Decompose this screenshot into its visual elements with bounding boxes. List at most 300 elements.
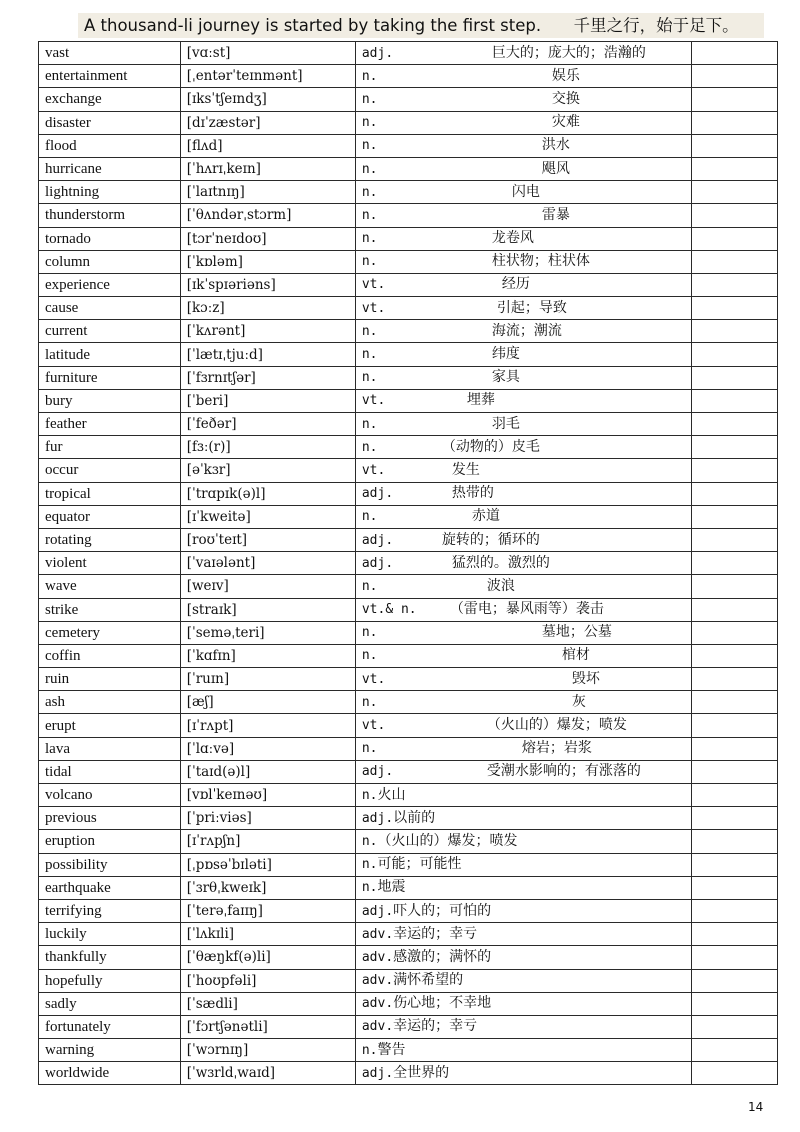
word-cell: rotating: [39, 528, 181, 551]
phonetic-cell: [ˈθʌndərˌstɔrm]: [180, 204, 355, 227]
table-row: [39, 575, 778, 598]
part-of-speech: adj.: [361, 903, 394, 919]
table-row: [39, 42, 778, 65]
part-of-speech: adj.: [361, 555, 394, 571]
meaning-text: 灾难: [551, 114, 580, 131]
part-of-speech: adv.: [361, 1019, 394, 1035]
word-cell: erupt: [39, 714, 181, 737]
part-of-speech: vt.: [361, 300, 386, 316]
blank-cell: [691, 899, 777, 922]
definition-cell: [355, 250, 691, 273]
part-of-speech: adj.: [361, 45, 394, 61]
word-cell: warning: [39, 1039, 181, 1062]
table-row: [39, 436, 778, 459]
part-of-speech: vt.: [361, 718, 386, 734]
word-cell: volcano: [39, 784, 181, 807]
meaning-text: 感激的；满怀的: [393, 948, 492, 965]
word-cell: cause: [39, 297, 181, 320]
word-cell: cemetery: [39, 621, 181, 644]
meaning-text: 雷暴: [541, 206, 570, 223]
meaning-text: （火山的）爆发；喷发: [486, 717, 627, 734]
phonetic-cell: [flʌd]: [180, 134, 355, 157]
phonetic-cell: [ˈkʌrənt]: [180, 320, 355, 343]
word-cell: bury: [39, 389, 181, 412]
definition-cell: [355, 784, 691, 807]
table-row: [39, 644, 778, 667]
blank-cell: [691, 320, 777, 343]
definition-cell: [355, 552, 691, 575]
part-of-speech: n.: [361, 347, 378, 363]
part-of-speech: adv.: [361, 973, 394, 989]
part-of-speech: n.: [361, 1042, 378, 1058]
meaning-text: 火山: [377, 786, 406, 803]
table-row: [39, 482, 778, 505]
word-cell: fur: [39, 436, 181, 459]
meaning-text: 旋转的；循环的: [441, 531, 540, 548]
part-of-speech: vt.: [361, 671, 386, 687]
table-row: [39, 784, 778, 807]
definition-cell: [355, 691, 691, 714]
word-cell: sadly: [39, 992, 181, 1015]
phonetic-cell: [ˈfɔrtʃənətli]: [180, 1015, 355, 1038]
phonetic-cell: [vɒlˈkeɪnəʊ]: [180, 784, 355, 807]
meaning-text: 羽毛: [491, 415, 520, 432]
definition-cell: [355, 436, 691, 459]
definition-cell: [355, 273, 691, 296]
phonetic-cell: [ˈlɑːvə]: [180, 737, 355, 760]
part-of-speech: n.: [361, 625, 378, 641]
meaning-text: 交换: [551, 90, 580, 107]
meaning-text: （雷电；暴风雨等）袭击: [449, 601, 604, 618]
blank-cell: [691, 42, 777, 65]
definition-cell: [355, 181, 691, 204]
blank-cell: [691, 714, 777, 737]
phonetic-cell: [kɔːz]: [180, 297, 355, 320]
blank-cell: [691, 157, 777, 180]
meaning-text: 墓地；公墓: [541, 624, 612, 641]
table-row: [39, 320, 778, 343]
page-number: 14: [748, 1100, 764, 1114]
phonetic-cell: [weɪv]: [180, 575, 355, 598]
meaning-text: （动物的）皮毛: [441, 438, 540, 455]
meaning-text: 幸运的；幸亏: [393, 925, 478, 942]
blank-cell: [691, 830, 777, 853]
word-cell: strike: [39, 598, 181, 621]
blank-cell: [691, 111, 777, 134]
blank-cell: [691, 969, 777, 992]
phonetic-cell: [ˈθæŋkf(ə)li]: [180, 946, 355, 969]
table-row: [39, 737, 778, 760]
word-cell: coffin: [39, 644, 181, 667]
part-of-speech: n.: [361, 68, 378, 84]
meaning-text: 发生: [451, 461, 480, 478]
definition-cell: [355, 923, 691, 946]
phonetic-cell: [ˈberi]: [180, 389, 355, 412]
blank-cell: [691, 528, 777, 551]
phonetic-cell: [ˈɜrθˌkweɪk]: [180, 876, 355, 899]
part-of-speech: adj.: [361, 532, 394, 548]
definition-cell: [355, 366, 691, 389]
table-row: [39, 413, 778, 436]
definition-cell: [355, 899, 691, 922]
word-cell: column: [39, 250, 181, 273]
blank-cell: [691, 737, 777, 760]
word-cell: tropical: [39, 482, 181, 505]
motto-english: A thousand-li journey is started by taking the first step.: [84, 16, 542, 35]
blank-cell: [691, 621, 777, 644]
part-of-speech: n.: [361, 857, 378, 873]
meaning-text: 警告: [377, 1041, 406, 1058]
meaning-text: 赤道: [471, 508, 500, 525]
table-row: [39, 853, 778, 876]
blank-cell: [691, 505, 777, 528]
definition-cell: [355, 320, 691, 343]
blank-cell: [691, 644, 777, 667]
table-row: [39, 227, 778, 250]
blank-cell: [691, 273, 777, 296]
meaning-text: 龙卷风: [491, 230, 534, 247]
table-row: [39, 250, 778, 273]
word-cell: hurricane: [39, 157, 181, 180]
definition-cell: [355, 42, 691, 65]
word-cell: disaster: [39, 111, 181, 134]
meaning-text: 灰: [571, 693, 586, 710]
phonetic-cell: [ˈpriːviəs]: [180, 807, 355, 830]
word-cell: thunderstorm: [39, 204, 181, 227]
word-cell: tidal: [39, 760, 181, 783]
part-of-speech: vt.: [361, 277, 386, 293]
definition-cell: [355, 714, 691, 737]
part-of-speech: n.: [361, 138, 378, 154]
phonetic-cell: [ɪksˈtʃeɪndʒ]: [180, 88, 355, 111]
meaning-text: 地震: [377, 879, 406, 896]
phonetic-cell: [ˈlaɪtnɪŋ]: [180, 181, 355, 204]
blank-cell: [691, 389, 777, 412]
meaning-text: 幸运的；幸亏: [393, 1018, 478, 1035]
part-of-speech: n.: [361, 91, 378, 107]
meaning-text: 海流；潮流: [491, 322, 562, 339]
word-cell: ruin: [39, 668, 181, 691]
part-of-speech: n.: [361, 370, 378, 386]
meaning-text: 闪电: [511, 183, 540, 200]
definition-cell: [355, 111, 691, 134]
part-of-speech: n.: [361, 115, 378, 131]
definition-cell: [355, 528, 691, 551]
phonetic-cell: [ˈlætɪˌtjuːd]: [180, 343, 355, 366]
definition-cell: [355, 482, 691, 505]
blank-cell: [691, 204, 777, 227]
meaning-text: 伤心地；不幸地: [393, 995, 492, 1012]
phonetic-cell: [ˈtaɪd(ə)l]: [180, 760, 355, 783]
phonetic-cell: [ɪˈkweitə]: [180, 505, 355, 528]
vocabulary-table: [38, 41, 778, 1085]
definition-cell: [355, 1039, 691, 1062]
meaning-text: 可能；可能性: [377, 856, 462, 873]
part-of-speech: adv.: [361, 926, 394, 942]
phonetic-cell: [ˈkɒləm]: [180, 250, 355, 273]
phonetic-cell: [vɑːst]: [180, 42, 355, 65]
phonetic-cell: [ˈkɑfɪn]: [180, 644, 355, 667]
meaning-text: 柱状物；柱状体: [491, 253, 590, 270]
word-cell: worldwide: [39, 1062, 181, 1085]
part-of-speech: adj.: [361, 1065, 394, 1081]
table-row: [39, 552, 778, 575]
blank-cell: [691, 1015, 777, 1038]
meaning-text: 娱乐: [551, 67, 580, 84]
part-of-speech: n.: [361, 880, 378, 896]
blank-cell: [691, 992, 777, 1015]
definition-cell: [355, 389, 691, 412]
blank-cell: [691, 1062, 777, 1085]
definition-cell: [355, 134, 691, 157]
definition-cell: [355, 505, 691, 528]
phonetic-cell: [ˈfɜrnɪtʃər]: [180, 366, 355, 389]
part-of-speech: adv.: [361, 949, 394, 965]
definition-cell: [355, 853, 691, 876]
word-cell: vast: [39, 42, 181, 65]
part-of-speech: n.: [361, 439, 378, 455]
word-cell: thankfully: [39, 946, 181, 969]
phonetic-cell: [ˈhʌrɪˌkeɪn]: [180, 157, 355, 180]
table-row: [39, 528, 778, 551]
blank-cell: [691, 65, 777, 88]
meaning-text: 家具: [491, 369, 520, 386]
definition-cell: [355, 668, 691, 691]
definition-cell: [355, 413, 691, 436]
table-row: [39, 65, 778, 88]
word-cell: flood: [39, 134, 181, 157]
meaning-text: 熔岩；岩浆: [521, 740, 592, 757]
word-cell: lightning: [39, 181, 181, 204]
part-of-speech: n.: [361, 254, 378, 270]
blank-cell: [691, 946, 777, 969]
definition-cell: [355, 644, 691, 667]
table-row: [39, 1039, 778, 1062]
blank-cell: [691, 250, 777, 273]
part-of-speech: adj.: [361, 810, 394, 826]
meaning-text: 纬度: [491, 346, 520, 363]
word-cell: tornado: [39, 227, 181, 250]
meaning-text: 猛烈的。激烈的: [451, 554, 550, 571]
word-cell: latitude: [39, 343, 181, 366]
definition-cell: [355, 297, 691, 320]
phonetic-cell: [ˌpɒsəˈbɪləti]: [180, 853, 355, 876]
word-cell: experience: [39, 273, 181, 296]
definition-cell: [355, 737, 691, 760]
blank-cell: [691, 598, 777, 621]
table-row: [39, 899, 778, 922]
phonetic-cell: [ɪˈrʌpʃn]: [180, 830, 355, 853]
word-cell: equator: [39, 505, 181, 528]
definition-cell: [355, 830, 691, 853]
table-row: [39, 598, 778, 621]
part-of-speech: adj.: [361, 486, 394, 502]
meaning-text: 全世界的: [393, 1064, 450, 1081]
blank-cell: [691, 807, 777, 830]
table-row: [39, 807, 778, 830]
definition-cell: [355, 227, 691, 250]
meaning-text: （火山的）爆发；喷发: [377, 832, 518, 849]
table-row: [39, 876, 778, 899]
table-row: [39, 668, 778, 691]
phonetic-cell: [ˈwɔrnɪŋ]: [180, 1039, 355, 1062]
part-of-speech: n.: [361, 741, 378, 757]
phonetic-cell: [roʊˈteɪt]: [180, 528, 355, 551]
blank-cell: [691, 575, 777, 598]
word-cell: luckily: [39, 923, 181, 946]
table-row: [39, 343, 778, 366]
meaning-text: 热带的: [451, 485, 494, 502]
table-row: [39, 181, 778, 204]
part-of-speech: n.: [361, 161, 378, 177]
phonetic-cell: [ˈterəˌfaɪɪŋ]: [180, 899, 355, 922]
phonetic-cell: [ɪkˈspɪəriəns]: [180, 273, 355, 296]
part-of-speech: n.: [361, 509, 378, 525]
phonetic-cell: [ˈfeðər]: [180, 413, 355, 436]
definition-cell: [355, 621, 691, 644]
definition-cell: [355, 876, 691, 899]
table-row: [39, 992, 778, 1015]
blank-cell: [691, 227, 777, 250]
meaning-text: 满怀希望的: [393, 972, 464, 989]
phonetic-cell: [ˈvaɪələnt]: [180, 552, 355, 575]
table-row: [39, 297, 778, 320]
blank-cell: [691, 297, 777, 320]
definition-cell: [355, 946, 691, 969]
meaning-text: 经历: [501, 276, 530, 293]
table-row: [39, 1015, 778, 1038]
part-of-speech: n.: [361, 416, 378, 432]
table-row: [39, 459, 778, 482]
part-of-speech: n.: [361, 578, 378, 594]
word-cell: violent: [39, 552, 181, 575]
part-of-speech: n.: [361, 787, 378, 803]
part-of-speech: adj.: [361, 764, 394, 780]
table-row: [39, 691, 778, 714]
definition-cell: [355, 760, 691, 783]
phonetic-cell: [dɪˈzæstər]: [180, 111, 355, 134]
table-row: [39, 88, 778, 111]
definition-cell: [355, 157, 691, 180]
word-cell: furniture: [39, 366, 181, 389]
blank-cell: [691, 482, 777, 505]
table-row: [39, 204, 778, 227]
table-row: [39, 969, 778, 992]
phonetic-cell: [əˈkɜr]: [180, 459, 355, 482]
meaning-text: 毁坏: [571, 670, 600, 687]
part-of-speech: adv.: [361, 996, 394, 1012]
vocabulary-table-body: [39, 42, 778, 1085]
phonetic-cell: [ˈsædli]: [180, 992, 355, 1015]
word-cell: exchange: [39, 88, 181, 111]
table-row: [39, 134, 778, 157]
meaning-text: 棺材: [561, 647, 590, 664]
phonetic-cell: [ˈwɜrldˌwaɪd]: [180, 1062, 355, 1085]
table-row: [39, 946, 778, 969]
meaning-text: 飓风: [541, 160, 570, 177]
word-cell: possibility: [39, 853, 181, 876]
blank-cell: [691, 784, 777, 807]
blank-cell: [691, 343, 777, 366]
table-row: [39, 923, 778, 946]
word-cell: fortunately: [39, 1015, 181, 1038]
definition-cell: [355, 88, 691, 111]
word-cell: eruption: [39, 830, 181, 853]
blank-cell: [691, 691, 777, 714]
meaning-text: 洪水: [541, 137, 570, 154]
blank-cell: [691, 459, 777, 482]
definition-cell: [355, 459, 691, 482]
part-of-speech: n.: [361, 207, 378, 223]
word-cell: lava: [39, 737, 181, 760]
definition-cell: [355, 598, 691, 621]
motto-chinese: 千里之行，始于足下。: [573, 16, 739, 35]
meaning-text: 受潮水影响的；有涨落的: [486, 763, 641, 780]
table-row: [39, 389, 778, 412]
word-cell: entertainment: [39, 65, 181, 88]
phonetic-cell: [ˈruɪn]: [180, 668, 355, 691]
definition-cell: [355, 343, 691, 366]
blank-cell: [691, 760, 777, 783]
blank-cell: [691, 413, 777, 436]
word-cell: terrifying: [39, 899, 181, 922]
table-row: [39, 830, 778, 853]
part-of-speech: vt.& n.: [361, 602, 417, 618]
blank-cell: [691, 923, 777, 946]
meaning-text: 巨大的；庞大的；浩瀚的: [491, 44, 646, 61]
blank-cell: [691, 366, 777, 389]
blank-cell: [691, 853, 777, 876]
table-row: [39, 366, 778, 389]
table-row: [39, 714, 778, 737]
phonetic-cell: [æʃ]: [180, 691, 355, 714]
phonetic-cell: [straɪk]: [180, 598, 355, 621]
meaning-text: 以前的: [393, 809, 436, 826]
definition-cell: [355, 575, 691, 598]
word-cell: ash: [39, 691, 181, 714]
blank-cell: [691, 1039, 777, 1062]
phonetic-cell: [ˈlʌkɪli]: [180, 923, 355, 946]
part-of-speech: n.: [361, 323, 378, 339]
definition-cell: [355, 65, 691, 88]
word-cell: feather: [39, 413, 181, 436]
word-cell: current: [39, 320, 181, 343]
page-header: [84, 14, 739, 38]
phonetic-cell: [ˌentərˈteɪnmənt]: [180, 65, 355, 88]
blank-cell: [691, 668, 777, 691]
phonetic-cell: [tɔrˈneɪdoʊ]: [180, 227, 355, 250]
meaning-text: 波浪: [486, 577, 515, 594]
definition-cell: [355, 992, 691, 1015]
meaning-text: 埋葬: [466, 392, 495, 409]
table-row: [39, 157, 778, 180]
table-row: [39, 505, 778, 528]
definition-cell: [355, 807, 691, 830]
blank-cell: [691, 134, 777, 157]
table-row: [39, 1062, 778, 1085]
phonetic-cell: [ˈtrɑpɪk(ə)l]: [180, 482, 355, 505]
definition-cell: [355, 1015, 691, 1038]
part-of-speech: n.: [361, 833, 378, 849]
word-cell: previous: [39, 807, 181, 830]
blank-cell: [691, 876, 777, 899]
blank-cell: [691, 181, 777, 204]
table-row: [39, 760, 778, 783]
word-cell: hopefully: [39, 969, 181, 992]
meaning-text: 引起；导致: [496, 299, 567, 316]
word-cell: wave: [39, 575, 181, 598]
part-of-speech: vt.: [361, 462, 386, 478]
